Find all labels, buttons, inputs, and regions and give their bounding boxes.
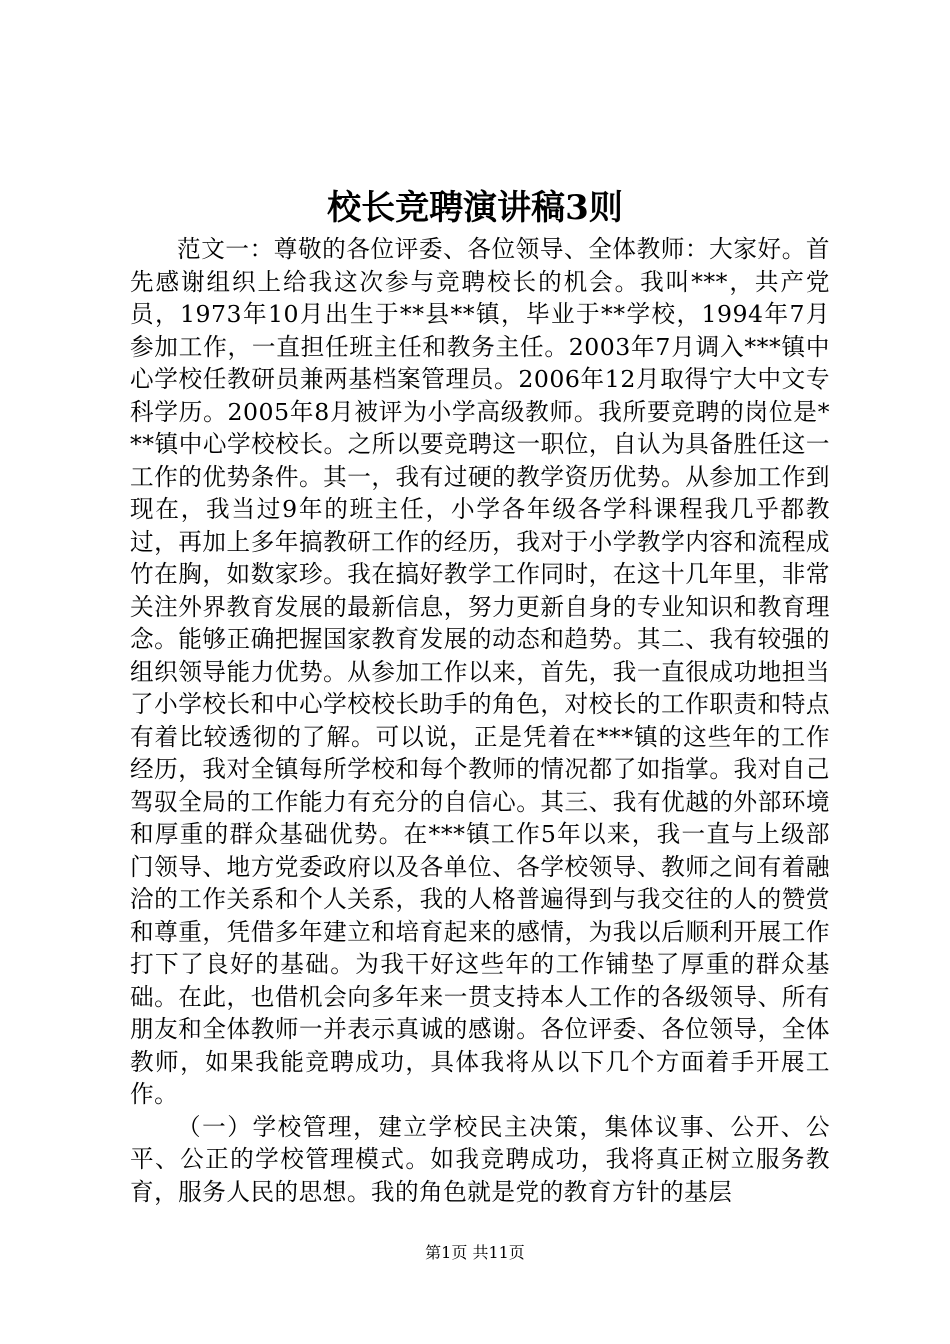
page-footer: 第1页 共11页 [425, 1243, 525, 1262]
document-body [130, 233, 830, 1208]
document-title: 校长竞聘演讲稿3则 [327, 188, 623, 228]
paragraph-1: 范文一：尊敬的各位评委、各位领导、全体教师：大家好。首先感谢组织上给我这次参与竞聘校长的机会。我叫***，共产党员，1973年10月出生于**县**镇，毕业于**学校，1994年7月参加工作，一直担任班主任和教务主任。2003年7月调入***镇中心学校任教研员兼两基档案管理员。2006年12月取得宁大中文专科学历。2005年8月被评为小学高级教师。我所要竞聘的岗位是***镇中心学校校长。之所以要竞聘这一职位，自认为具备胜任这一工作的优势条件。其一，我有过硬的教学资历优势。从参加工作到现在，我当过9年的班主任，小学各年级各学科课程我几乎都教过，再加上多年搞教研工作的经历，我对于小学教学内容和流程成竹在胸，如数家珍。我在搞好教学工作同时，在这十几年里，非常关注外界教育发展的最新信息，努力更新自身的专业知识和教育理念。能够正确把握国家教育发展的动态和趋势。其二、我有较强的组织领导能力优势。从参加工作以来，首先，我一直很成功地担当了小学校长和中心学校校长助手的角色，对校长的工作职责和特点有着比较透彻的了解。可以说，正是凭着在***镇的这些年的工作经历，我对全镇每所学校和每个教师的情况都了如指掌。我对自己驾驭全局的工作能力有充分的自信心。其三、我有优越的外部环境和厚重的群众基础优势。在***镇工作5年以来，我一直与上级部门领导、地方党委政府以及各单位、各学校领导、教师之间有着融洽的工作关系和个人关系，我的人格普遍得到与我交往的人的赞赏和尊重，凭借多年建立和培育起来的感情，为我以后顺利开展工作打下了良好的基础。为我干好这些年的工作铺垫了厚重的群众基础。在此，也借机会向多年来一贯支持本人工作的各级领导、所有朋友和全体教师一并表示真诚的感谢。各位评委、各位领导，全体教师，如果我能竞聘成功，具体我将从以下几个方面着手开展工作。 [130, 235, 830, 1108]
paragraph-2: （一）学校管理，建立学校民主决策，集体议事、公开、公平、公正的学校管理模式。如我竞聘成功，我将真正树立服务教育，服务人民的思想。我的角色就是党的教育方针的基层 [130, 1112, 830, 1206]
